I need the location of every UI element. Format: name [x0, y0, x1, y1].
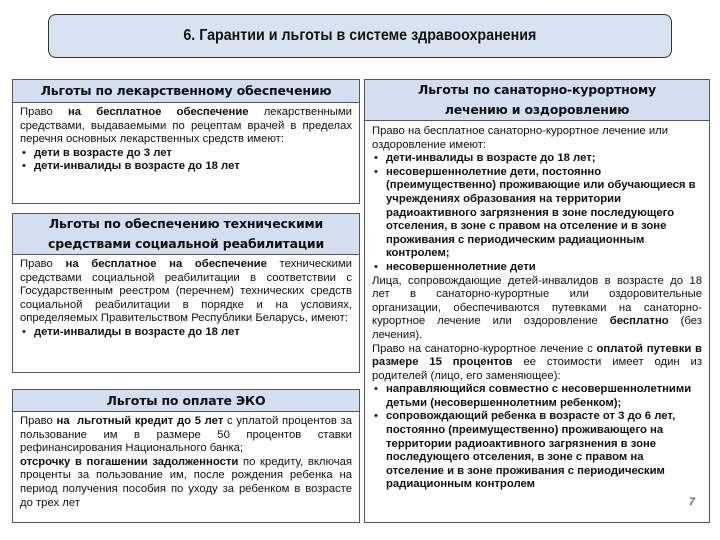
technical-rehab-heading: Льготы по обеспечению техническими средствами социальной реабилитации — [13, 214, 359, 255]
medicine-benefits-list — [20, 147, 352, 174]
technical-rehab-body: Право на бесплатное на обеспечение техническими средствами социальной реабилитации в соответствии с Государственным реестром (перечнем) технических средств социальной реабилитации в порядке и на условиях, определяемых Правительством Республики Беларусь, имеют: • дети-инвалиды в возрасте до 18 лет — [13, 255, 359, 340]
sanatorium-benefits-body: Право на бесплатное санаторно-курортное лечение или оздоровление имеют: • дети-инвалиды в возрасте до 18 лет; • несовершеннолетние дети, постоянно (преимущественно) проживающие или обучающиеся в учреждениях образования на территории радиоактивного загрязнения в зоне последующего отселения, в зоне с правом на отселение и в зоне проживания с периодическим радиационным контролем; • несовершеннолетние дети Лица, сопровождающие детей-инвалидов в возрасте до 18 лет в санаторно-курортные или оздоровительные организации, обеспечиваются путевками на санаторно-курортное лечение или оздоровление бесплатно (без лечения). Право на санаторно-курортное лечение с оплатой путевки в размере 15 процентов ее стоимости имеет один из родителей (лицо, его заменяющее): • направляющийся совместно с несовершеннолетними детьми (несовершеннолетним ребенком); • сопровождающий ребенка в возрасте от 3 до 6 лет, постоянно (преимущественно) проживающего на территории радиоактивного загрязнения в зоне последующего отселения, в зоне с правом на отселение и в зоне проживания с периодическим радиационным контролем — [365, 121, 709, 492]
page-title-banner — [48, 14, 672, 58]
accompanying-persons-text: Лица, сопровождающие детей-инвалидов в возрасте до 18 лет в санаторно-курортные или оздоровительные организации, обеспечиваются путевками на санаторно-курортное лечение или оздоровление бесплатно (без лечения). — [372, 274, 702, 341]
page-title: 6. Гарантии и льготы в системе здравоохранения — [183, 27, 537, 44]
sanatorium-benefits-heading: Льготы по санаторно-курортному лечению и оздоровлению — [365, 80, 709, 121]
page-number: 7 — [688, 496, 695, 508]
medicine-benefits-box — [12, 79, 360, 204]
list-item: • направляющийся совместно с несовершеннолетними детьми (несовершеннолетним ребенком); — [372, 383, 702, 410]
list-item: • дети-инвалиды в возрасте до 18 лет — [20, 160, 352, 174]
sanatorium-benefits-box — [364, 79, 710, 523]
paid-voucher-text: Право на санаторно-курортное лечение с оплатой путевки в размере 15 процентов ее стоимости имеет один из родителей (лицо, его заменяющее): — [372, 342, 702, 382]
list-item: • дети-инвалиды в возрасте до 18 лет — [20, 326, 352, 340]
eco-benefits-heading: Льготы по оплате ЭКО — [13, 390, 359, 412]
list-item: • несовершеннолетние дети, постоянно (преимущественно) проживающие или обучающиеся в учреждениях образования на территории радиоактивного загрязнения в зоне последующего отселения, в зоне с правом на отселение и в зоне проживания с периодическим радиационным контролем; — [372, 166, 702, 261]
eco-benefits-body: Право на льготный кредит до 5 лет с уплатой процентов за пользование им в размере 50 процентов ставки рефинансирования Национального банка; отсрочку в погашении задолженности по кредиту, включая проценты за пользование им, после рождения ребенка на период получения пособия по уходу за ребенком в возрасте до трех лет — [20, 415, 353, 509]
medicine-benefits-heading: Льготы по лекарственному обеспечению — [13, 80, 359, 103]
list-item: • дети в возрасте до 3 лет — [20, 147, 352, 161]
list-item: • сопровождающий ребенка в возрасте от 3 до 6 лет, постоянно (преимущественно) проживающего на территории радиоактивного загрязнения в зоне последующего отселения, в зоне с правом на отселение и в зоне проживания с периодическим радиационным контролем — [372, 410, 702, 492]
technical-rehab-box — [12, 213, 360, 373]
sanatorium-list-free — [372, 152, 702, 274]
list-item: • несовершеннолетние дети — [372, 261, 702, 275]
medicine-benefits-body: Право на бесплатное обеспечение лекарственными средствами, выдаваемыми по рецептам врачей в пределах перечня основных лекарственных средств имеют: • дети в возрасте до 3 лет • дети-инвалиды в возрасте до 18 лет — [13, 103, 359, 174]
eco-benefits-box — [12, 389, 360, 523]
sanatorium-list-paid — [372, 383, 702, 492]
technical-rehab-list — [20, 326, 352, 340]
list-item: • дети-инвалиды в возрасте до 18 лет; — [372, 152, 702, 166]
